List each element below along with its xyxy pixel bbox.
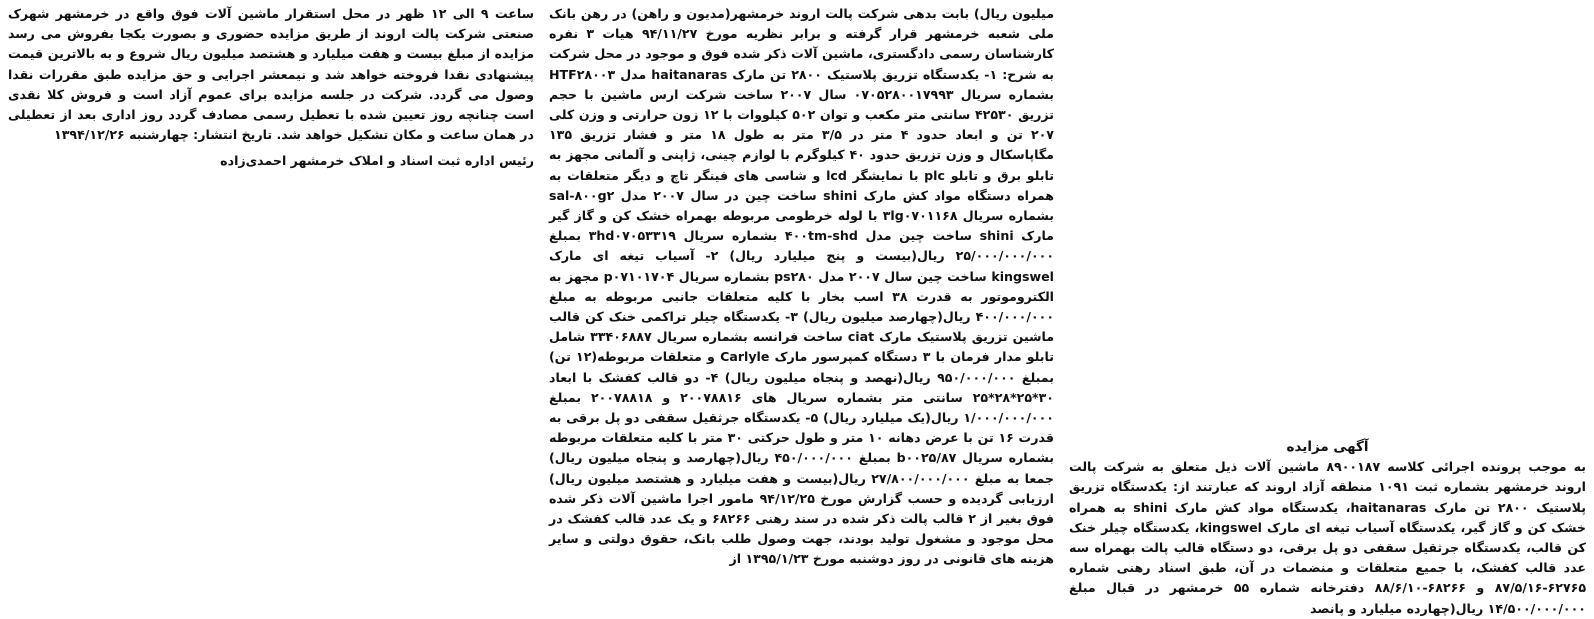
notice-column-1 [1069,437,1587,616]
notice-paragraph-2: میلیون ریال) بابت بدهی شرکت پالت اروند خرمشهر(مدیون و راهن) در رهن بانک ملی شعبه خرمشهر قرار گرفته و برابر نظریه مورخ ۹۴/۱۱/۲۷ هیات ۳ نفره کارشناسان رسمی دادگستری، ماشین آلات ذکر شده فوق و موجود در محل شرکت به شرح: ۱- یکدستگاه تزریق پلاستیک ۲۸۰۰ تن مارک haitanaras مدل HTF۲۸۰۰۳ بشماره سریال ۰۷۰۵۲۸۰۰۱۷۹۹۳ سال ۲۰۰۷ ساخت شرکت ارس ماشین با حجم تزریق ۴۲۵۳۰ سانتی متر مکعب و توان ۵۰۲ کیلووات با ۱۲ زون حرارتی و وزن کلی ۲۰۷ تن و ابعاد حدود ۴ متر در ۳/۵ متر به طول ۱۸ متر و فشار تزریق ۱۳۵ مگاپاسکال و وزن تزریق حدود ۴۰ کیلوگرم با لوازم چینی، ژاپنی و آلمانی مجهز به تابلو برق و تابلو plc با نمایشگر lcd و شاسی های فینگر تاچ و دیگر متعلقات به همراه دستگاه مواد کش مارک shini ساخت چین در سال ۲۰۰۷ مدل sal-۸۰۰g۲ بشماره سریال ۳lg۰۷۰۱۱۶۸ با لوله خرطومی مربوطه بهمراه خشک کن و گاز گیر مارک shini ساخت چین مدل ۴۰۰tm-shd بشماره سریال ۳hd۰۷۰۵۳۳۱۹ بمبلغ ۲۵/۰۰۰/۰۰۰/۰۰۰ ریال(بیست و پنج میلیارد ریال) ۲- آسیاب تیغه ای مارک kingswel ساخت چین سال ۲۰۰۷ مدل ps۲۸۰ بشماره سریال p۰۷۱۰۱۷۰۴ مجهز به الکتروموتور به قدرت ۳۸ اسب بخار با کلیه متعلقات جانبی مربوطه به مبلغ ۴۰۰/۰۰۰/۰۰۰ ریال(چهارصد میلیون ریال) ۳- یکدستگاه چیلر تراکمی خنک کن قالب ماشین تزریق پلاستیک مارک ciat ساخت فرانسه بشماره سریال ۳۳۴۰۶۸۸۷ شامل تابلو مدار فرمان با ۳ دستگاه کمپرسور مارک Carlyle و متعلقات مربوطه(۱۲ تن) بمبلغ ۹۵۰/۰۰۰/۰۰۰ ریال(نهصد و پنجاه میلیون ریال) ۴- دو قالب کفشک با ابعاد ۳۰*۲۵*۲۸*۲۵ سانتی متر بشماره سریال های ۲۰۰۷۸۸۱۶ و ۲۰۰۷۸۸۱۸ بمبلغ ۱/۰۰۰/۰۰۰/۰۰۰ ریال(یک میلیارد ریال) ۵- یکدستگاه جرثقیل سقفی دو پل برقی به قدرت ۱۶ تن با عرض دهانه ۱۰ متر و طول حرکتی ۳۰ متر با کلیه متعلقات مربوطه بشماره سریال ۸۷/b۰۰۲۵ بمبلغ ۴۵۰/۰۰۰/۰۰۰ ریال(چهارصد و پنجاه میلیون ریال) جمعا به مبلغ ۲۷/۸۰۰/۰۰۰/۰۰۰ ریال(بیست و هفت میلیارد و هشتصد میلیون ریال) ارزیابی گردیده و حسب گزارش مورخ ۹۴/۱۲/۲۵ مامور اجرا ماشین آلات ذکر شده فوق بغیر از ۲ قالب پالت ذکر شده در سند رهنی ۶۸۲۶۶ و یک عدد قالب کفشک در محل موجود و مشغول تولید بودند، جهت وصول طلب بانک، حقوق دولتی و سایر هزینه های قانونی در روز دوشنبه مورخ ۱۳۹۵/۱/۲۳ از [549,6,1055,567]
notice-column-2 [549,4,1055,567]
notice-title: آگهی مزایده [1286,439,1369,455]
notice-signature: رئیس اداره ثبت اسناد و املاک خرمشهر احمدی‌زاده [220,153,534,169]
notice-paragraph-3: ساعت ۹ الی ۱۲ ظهر در محل استقرار ماشین آلات فوق واقع در خرمشهر شهرک صنعتی شرکت پالت اروند از طریق مزایده حضوری و بصورت یکجا بفروش می رسد مزایده از مبلغ بیست و هفت میلیارد و هشتصد میلیون ریال شروع و به بالاترین قیمت پیشنهادی نقدا فروخته خواهد شد و نیمعشر اجرایی و حق مزایده طبق مقررات نقدا وصول می گردد. شرکت در جلسه مزایده برای عموم آزاد است و فروش کلا نقدی است چنانچه روز تعیین شده با تعطیل رسمی مصادف گردد روز اداری بعد از تعطیلی در همان ساعت و مکان تشکیل خواهد شد. تاریخ انتشار: چهارشنبه ۱۳۹۴/۱۲/۲۶ [8,6,534,143]
notice-paragraph-1: به موجب پرونده اجرائی کلاسه ۸۹۰۰۱۸۷ ماشین آلات ذیل متعلق به شرکت پالت اروند خرمشهر بشماره ثبت ۱۰۹۱ منطقه آزاد اروند که عبارتند از: یکدستگاه تزریق پلاستیک ۲۸۰۰ تن مارک haitanaras، یکدستگاه مواد کش مارک shini به همراه خشک کن و گاز گیر، یکدستگاه آسیاب تیغه ای مارک kingswel، یکدستگاه چیلر خنک کن قالب، یکدستگاه جرثقیل سقفی دو پل برقی، دو دستگاه قالب پالت بهمراه سه عدد قالب کفشک، با جمیع متعلقات و منضمات در آن، طبق اسناد رهنی شماره ۶۲۷۶۵-۸۷/۵/۱۶ و ۶۸۲۶۶-۸۸/۶/۱۰ دفترخانه شماره ۵۵ خرمشهر در قبال مبلغ ۱۴/۵۰۰/۰۰۰/۰۰۰ ریال(چهارده میلیارد و پانصد [1069,459,1587,616]
notice-column-3 [8,4,534,184]
